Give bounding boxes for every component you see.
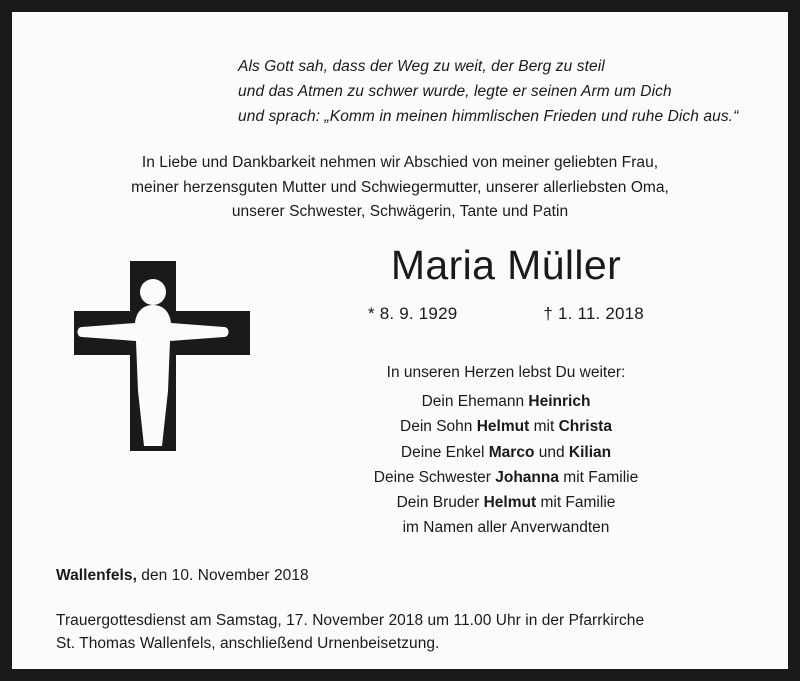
verse-line: Als Gott sah, dass der Weg zu weit, der Berg zu steil [238, 58, 605, 75]
intro-text [56, 151, 744, 224]
family-text: und [534, 443, 569, 461]
family-member-row [268, 515, 744, 540]
intro-line: meiner herzensguten Mutter und Schwiegermutter, unserer allerliebsten Oma, [131, 178, 669, 196]
death-date: † 1. 11. 2018 [543, 303, 644, 323]
family-text: Deine Enkel [400, 443, 489, 461]
cross-column [56, 239, 268, 541]
service-line: Trauergottesdienst am Samstag, 17. November 2018 um 11.00 Uhr in der Pfarrkirche [56, 611, 645, 629]
family-name: Helmut [483, 494, 537, 512]
family-text: Deine Schwester [373, 468, 496, 486]
verse-line: und das Atmen zu schwer wurde, legte er seinen Arm um Dich [238, 83, 672, 101]
place-city: Wallenfels, [56, 566, 137, 584]
family-name: Johanna [495, 468, 559, 486]
life-dates [268, 304, 744, 324]
intro-line: unserer Schwester, Schwägerin, Tante und Patin [231, 203, 569, 221]
family-text: Dein Ehemann [421, 393, 529, 411]
intro-line: In Liebe und Dankbarkeit nehmen wir Abschied von meiner geliebten Frau, [141, 154, 659, 172]
family-member-row [268, 414, 744, 439]
memorial-verse [56, 42, 744, 129]
deceased-name: Maria Müller [390, 241, 622, 288]
family-name: Heinrich [528, 393, 591, 411]
family-text: mit [529, 418, 559, 436]
family-text: im Namen aller Anverwandten [402, 519, 610, 537]
family-name: Helmut [476, 418, 530, 436]
birth-date: * 8. 9. 1929 [368, 303, 458, 323]
family-name: Christa [558, 418, 612, 436]
family-heading: In unseren Herzen lebst Du weiter: [386, 363, 626, 381]
family-text: Dein Bruder [396, 494, 484, 512]
family-name: Marco [488, 443, 535, 461]
family-member-row [268, 490, 744, 515]
family-text: mit Familie [558, 468, 639, 486]
place-and-date [56, 567, 744, 585]
details-column [268, 239, 744, 541]
verse-line: und sprach: „Komm in meinen himmlischen Frieden und ruhe Dich aus.“ [238, 108, 739, 126]
family-text: mit Familie [536, 494, 616, 512]
family-list [268, 360, 744, 541]
funeral-service-info [56, 609, 744, 656]
service-line: St. Thomas Wallenfels, anschließend Urnenbeisetzung. [56, 634, 440, 652]
family-member-row [268, 389, 744, 414]
family-name: Kilian [568, 443, 612, 461]
main-block [56, 239, 744, 541]
family-member-row [268, 465, 744, 490]
family-text: Dein Sohn [400, 418, 477, 436]
cross-figure-icon [74, 261, 250, 451]
place-date: den 10. November 2018 [136, 566, 309, 584]
family-member-row [268, 440, 744, 465]
